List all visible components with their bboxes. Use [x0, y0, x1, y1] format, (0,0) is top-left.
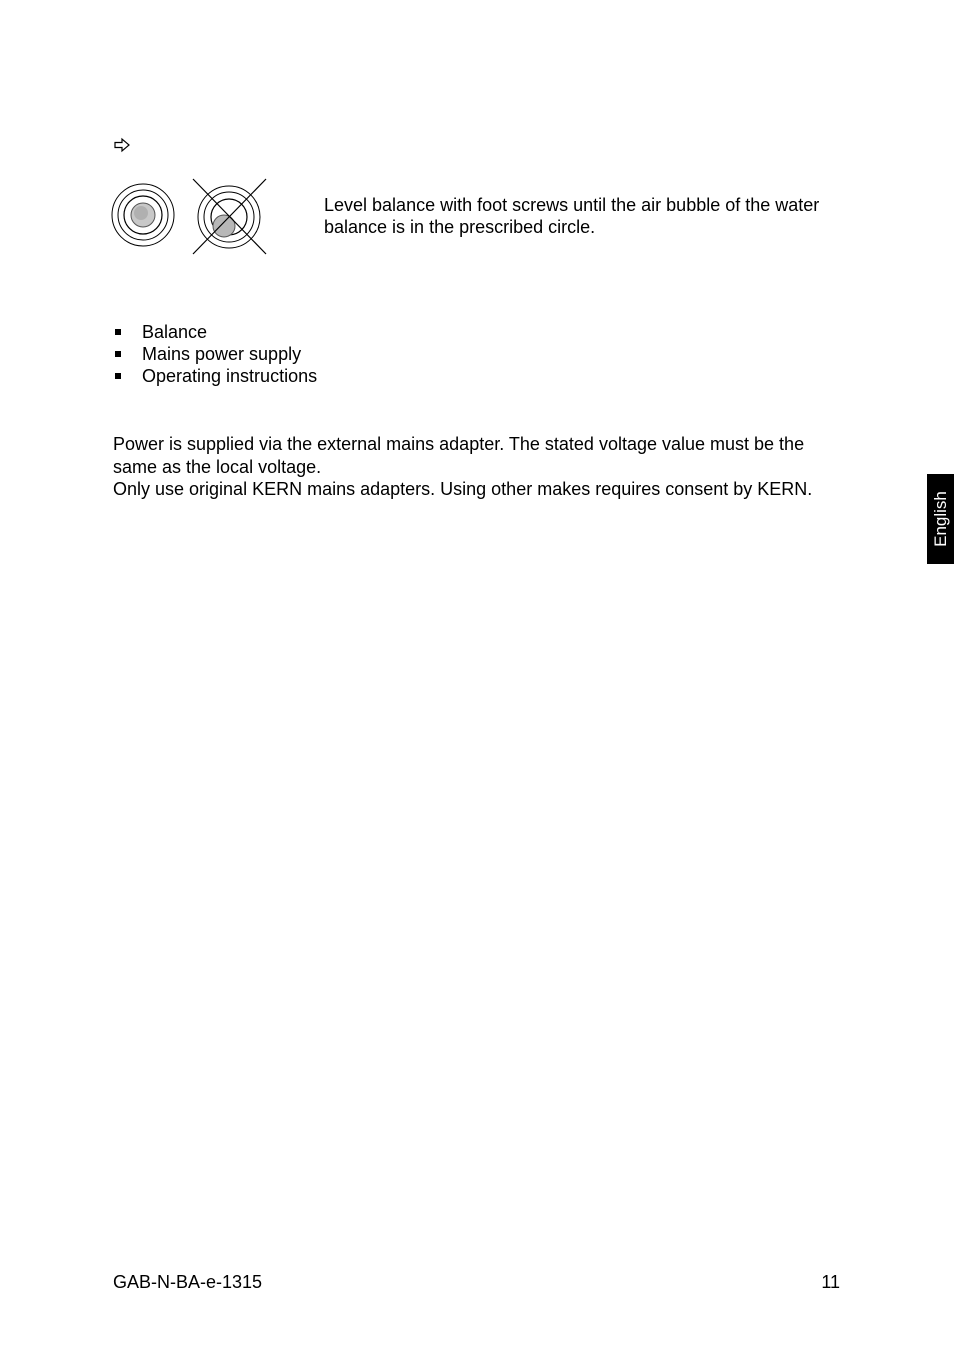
- power-paragraph: Power is supplied via the external mains adapter. The stated voltage value must be the same as the local voltage.: [113, 434, 805, 477]
- list-item-label: Balance: [142, 322, 208, 342]
- list-item: [113, 321, 317, 343]
- power-supply-section: [113, 433, 843, 501]
- level-incorrect-icon: [193, 179, 266, 254]
- language-label: English: [930, 491, 950, 547]
- arrow-right-icon: [113, 137, 131, 153]
- adapter-paragraph: Only use original KERN mains adapters. Using other makes requires consent by KERN.: [113, 479, 813, 499]
- list-item-label: Mains power supply: [142, 344, 302, 364]
- level-correct-icon: [112, 184, 174, 246]
- list-item: [113, 365, 317, 387]
- delivery-contents-list: [113, 321, 317, 387]
- page-number: 11: [821, 1272, 840, 1292]
- list-item: [113, 343, 317, 365]
- level-bubble-figure: [110, 177, 270, 257]
- bullet-square-icon: [115, 373, 121, 379]
- bullet-square-icon: [115, 329, 121, 335]
- bullet-square-icon: [115, 351, 121, 357]
- list-item-label: Operating instructions: [142, 366, 318, 386]
- document-code: GAB-N-BA-e-1315: [113, 1272, 263, 1292]
- language-side-tab: [927, 474, 954, 564]
- level-instruction-text: Level balance with foot screws until the air bubble of the water balance is in the prescribed circle.: [324, 195, 820, 237]
